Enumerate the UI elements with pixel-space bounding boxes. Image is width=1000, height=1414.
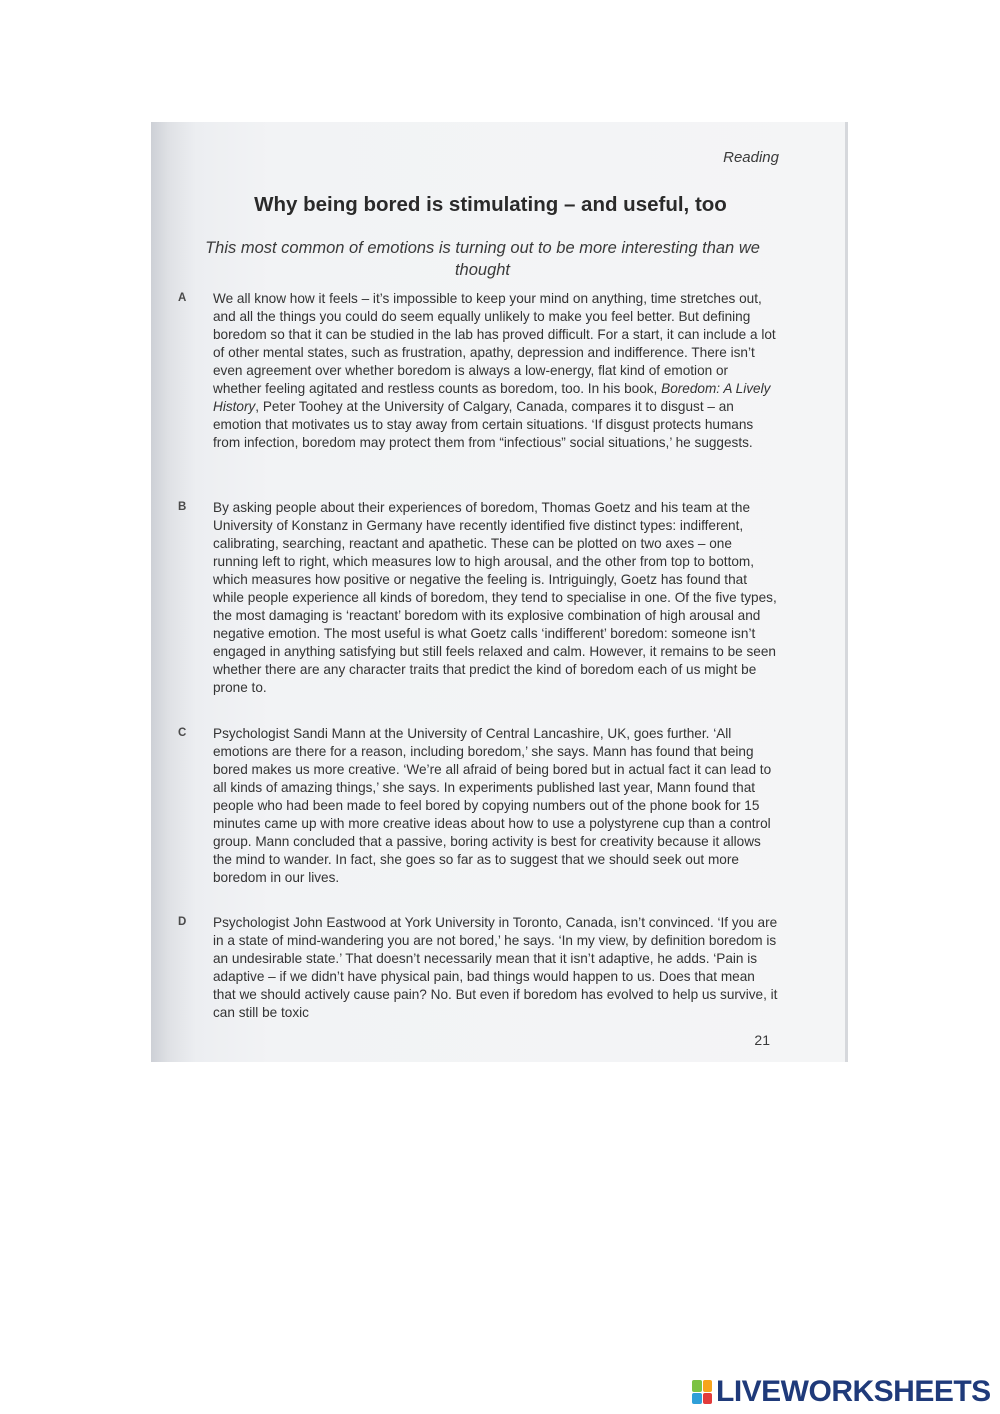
paragraph-text-start: We all know how it feels – it’s impossible to keep your mind on anything, time stretches out, and all the things you could do seem equally unlikely to make you feel better. But defining boredom so that it can be studied in the lab has proved difficult. For a start, it can include a lot of other mental states, such as frustration, apathy, depression and indifference. There isn’t even agreement over whether boredom is always a low-energy, flat kind of emotion or whether feeling agitated and restless counts as boredom, too. In his book, (213, 291, 776, 396)
paragraph-b (178, 499, 778, 697)
page-number: 21 (754, 1032, 770, 1048)
liveworksheets-icon (692, 1380, 712, 1404)
book-title: Boredom: A Lively History (213, 381, 771, 414)
paragraph-letter: C (178, 727, 187, 739)
logo-square-icon (703, 1380, 713, 1392)
paragraph-c (178, 725, 778, 887)
paragraph-text-end: , Peter Toohey at the University of Calgary, Canada, compares it to disgust – an emotion that motivates us to stay away from certain situations. ‘If disgust protects humans from infection, boredom may protect them from “infectious” social situations,’ he suggests. (213, 399, 754, 450)
section-label: Reading (723, 149, 779, 166)
paragraph-text: Psychologist John Eastwood at York University in Toronto, Canada, isn’t convinced. ‘If you are in a state of mind-wandering you are not bored,’ he says. ‘In my view, by definition boredom is an undesirable state.’ That doesn’t necessarily mean that it isn’t adaptive, he adds. ‘Pain is adaptive – if we didn’t have physical pain, bad things would happen to us. Does that mean that we should actively cause pain? No. But even if boredom has evolved to help us survive, it can still be toxic (213, 915, 778, 1020)
paragraph-a (178, 290, 778, 452)
paragraph-letter: D (178, 916, 187, 928)
logo-square-icon (692, 1380, 702, 1392)
scanned-page (151, 122, 848, 1062)
article-title: Why being bored is stimulating – and useful, too (254, 193, 727, 216)
liveworksheets-wordmark: LIVEWORKSHEETS (716, 1375, 991, 1408)
page-edge-shadow (845, 122, 848, 1062)
paragraph-letter: A (178, 292, 187, 304)
logo-square-icon (703, 1393, 713, 1405)
article-subtitle: This most common of emotions is turning out to be more interesting than we thought (205, 239, 760, 279)
paragraph-text: Psychologist Sandi Mann at the University of Central Lancashire, UK, goes further. ‘All emotions are there for a reason, including boredom,’ she says. Mann has found that being bored makes us more creative. ‘We’re all afraid of being bored but in actual fact it can lead to all kinds of amazing things,’ she says. In experiments published last year, Mann found that people who had been made to feel bored by copying numbers out of the phone book for 15 minutes came up with more creative ideas about how to use a polystyrene cup than a control group. Mann concluded that a passive, boring activity is best for creativity because it allows the mind to wander. In fact, she goes so far as to suggest that we should seek out more boredom in our lives. (213, 726, 772, 885)
liveworksheets-logo (692, 1375, 991, 1409)
logo-square-icon (692, 1393, 702, 1405)
paragraph-text (213, 290, 778, 452)
paragraph-text: By asking people about their experiences of boredom, Thomas Goetz and his team at the University of Konstanz in Germany have recently identified five distinct types: indifferent, calibrating, searching, reactant and apathetic. These can be plotted on two axes – one running left to right, which measures low to high arousal, and the other from top to bottom, which measures how positive or negative the feeling is. Intriguingly, Goetz has found that while people experience all kinds of boredom, they tend to specialise in one. Of the five types, the most damaging is ‘reactant’ boredom with its explosive combination of high arousal and negative emotion. The most useful is what Goetz calls ‘indifferent’ boredom: someone isn’t engaged in anything satisfying but still feels relaxed and calm. However, it remains to be seen whether there are any character traits that predict the kind of boredom each of us might be prone to. (213, 500, 777, 695)
paragraph-letter: B (178, 501, 187, 513)
paragraph-d (178, 914, 778, 1022)
